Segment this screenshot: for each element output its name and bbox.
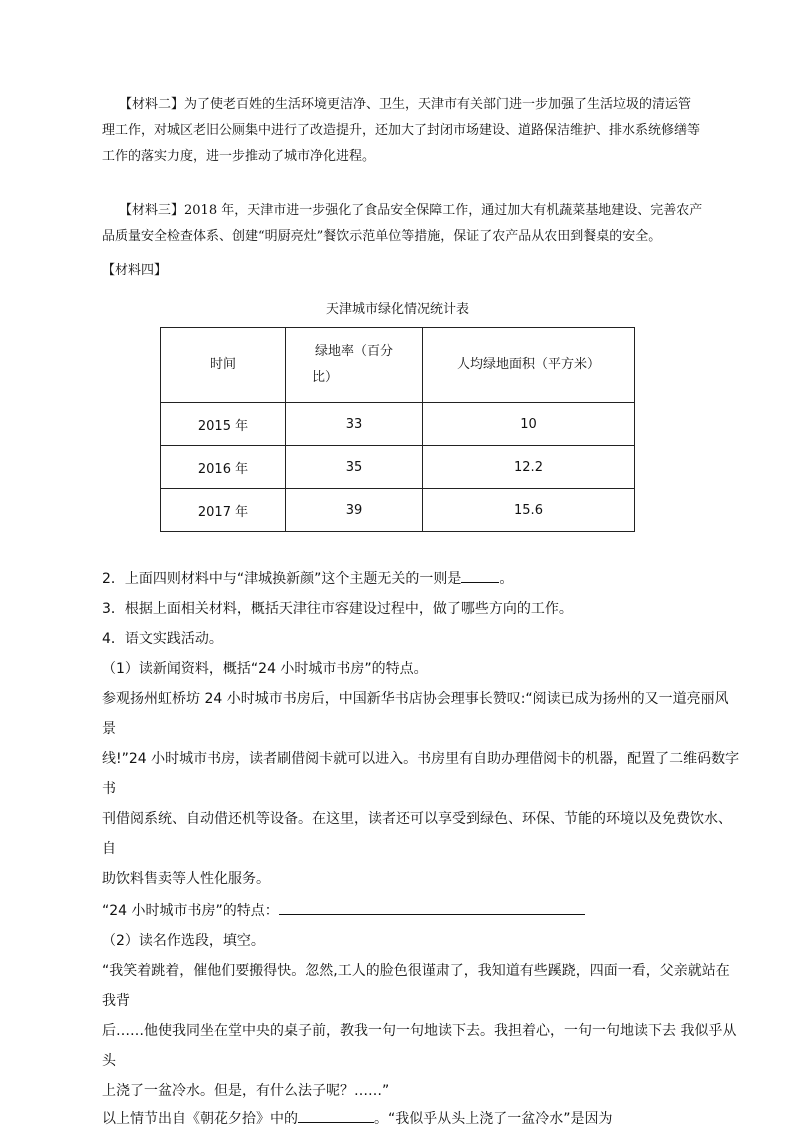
table-header-row	[161, 328, 635, 403]
question-2-text: 2．上面四则材料中与“津城换新颜”这个主题无关的一则是	[102, 571, 462, 587]
cell-rate: 39	[286, 489, 423, 532]
question-4-2-fill	[102, 1106, 742, 1132]
cell-area: 15.6	[423, 489, 635, 532]
excerpt-line-1: “我笑着跳着，催他们要搬得快。忽然,工人的脸色很谨肃了，我知道有些蹊跷，四面一看，父亲就站在我背	[102, 963, 730, 1009]
material-3	[102, 198, 722, 250]
novel-excerpt	[102, 956, 742, 1106]
question-2-end: 。	[499, 571, 514, 587]
cell-year: 2015 年	[161, 403, 286, 446]
header-time: 时间	[161, 328, 286, 403]
question-4: 4．语文实践活动。	[102, 631, 223, 647]
question-4-1-answer	[102, 898, 742, 924]
header-green-rate	[286, 328, 423, 403]
answer-blank-q4-1[interactable]	[279, 914, 585, 915]
fill-text-a: 以上情节出自《朝花夕拾》中的	[102, 1111, 298, 1127]
table-title: 天津城市绿化情况统计表	[325, 302, 469, 317]
table-row	[161, 489, 635, 532]
question-4-2: （2）读名作选段，填空。	[102, 933, 265, 949]
material-2-line-3: 工作的落实力度，进一步推动了城市净化进程。	[102, 149, 376, 164]
cell-rate: 33	[286, 403, 423, 446]
question-3: 3．根据上面相关材料，概括天津往市容建设过程中，做了哪些方向的工作。	[102, 601, 573, 617]
cell-rate: 35	[286, 446, 423, 489]
cell-year: 2016 年	[161, 446, 286, 489]
cell-area: 10	[423, 403, 635, 446]
table-row	[161, 403, 635, 446]
news-excerpt	[102, 684, 742, 894]
material-3-line-1: 【材料三】2018 年，天津市进一步强化了食品安全保障工作，通过加大有机蔬菜基地建设、完善农产	[119, 203, 703, 218]
question-2	[102, 566, 742, 592]
news-line-3: 刊借阅系统、自动借还机等设备。在这里，读者还可以享受到绿色、环保、节能的环境以及免费饮水、自	[102, 811, 732, 857]
cell-year: 2017 年	[161, 489, 286, 532]
questions	[102, 566, 742, 1132]
material-3-line-2: 品质量安全检查体系、创建“明厨亮灶”餐饮示范单位等措施，保证了农产品从农田到餐桌的安全。	[102, 229, 662, 244]
excerpt-line-3: 上浇了一盆冷水。但是，有什么法子呢？……”	[102, 1083, 390, 1099]
cell-area: 12.2	[423, 446, 635, 489]
news-line-4: 助饮料售卖等人性化服务。	[102, 871, 270, 887]
answer-blank-q2[interactable]	[461, 582, 499, 583]
question-4-1-answer-label: “24 小时城市书房”的特点：	[102, 903, 279, 919]
excerpt-line-2: 后……他使我同坐在堂中央的桌子前，教我一句一句地读下去。我担着心，一句一句地读下去 我似乎从头	[102, 1023, 737, 1069]
material-2	[102, 92, 722, 170]
material-2-line-1: 【材料二】为了使老百姓的生活环境更洁净、卫生，天津市有关部门进一步加强了生活垃圾的清运管	[119, 97, 692, 112]
header-green-rate-line-2: 比）	[312, 370, 339, 385]
table-row	[161, 446, 635, 489]
header-green-area: 人均绿地面积（平方米）	[423, 328, 635, 403]
material-4-label: 【材料四】	[102, 263, 168, 278]
fill-text-b: 。“我似乎从头上浇了一盆冷水”是因为	[374, 1111, 613, 1127]
header-green-rate-line-1: 绿地率（百分	[314, 344, 393, 359]
news-line-1: 参观扬州虹桥坊 24 小时城市书房后，中国新华书店协会理事长赞叹:“阅读已成为扬州的又一道亮丽风景	[102, 691, 729, 737]
material-2-line-2: 理工作，对城区老旧公厕集中进行了改造提升，还加大了封闭市场建设、道路保洁维护、排水系统修缮等	[102, 123, 701, 138]
greening-stats-table	[160, 327, 635, 532]
question-4-1: （1）读新闻资料，概括“24 小时城市书房”的特点。	[102, 661, 428, 677]
news-line-2: 线!”24 小时城市书房，读者刷借阅卡就可以进入。书房里有自助办理借阅卡的机器，配置了二维码数字书	[102, 751, 740, 797]
